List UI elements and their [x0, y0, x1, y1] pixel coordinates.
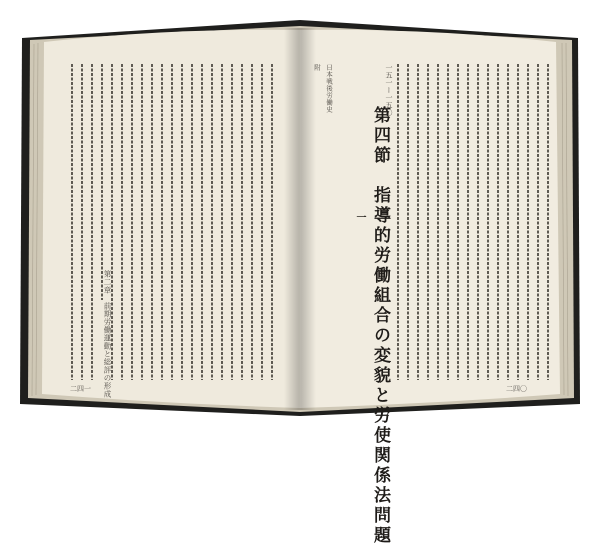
chapter-mark: 附 [313, 64, 321, 71]
page-number-right: 二四〇 [506, 385, 527, 393]
page-number-left: 二四一 [70, 385, 91, 393]
section-marker: 一 [354, 212, 365, 223]
section-title: 第四節 指導的労働組合の変貌と労使関係法問題 [370, 106, 390, 546]
right-text-columns [398, 64, 548, 380]
range-label: 一五一ー一五〇 [385, 64, 393, 117]
running-head-right: 日本戦後労働史 [325, 64, 333, 113]
left-section-title: 第二章 前期労働運動と総評の形成 [103, 270, 112, 398]
